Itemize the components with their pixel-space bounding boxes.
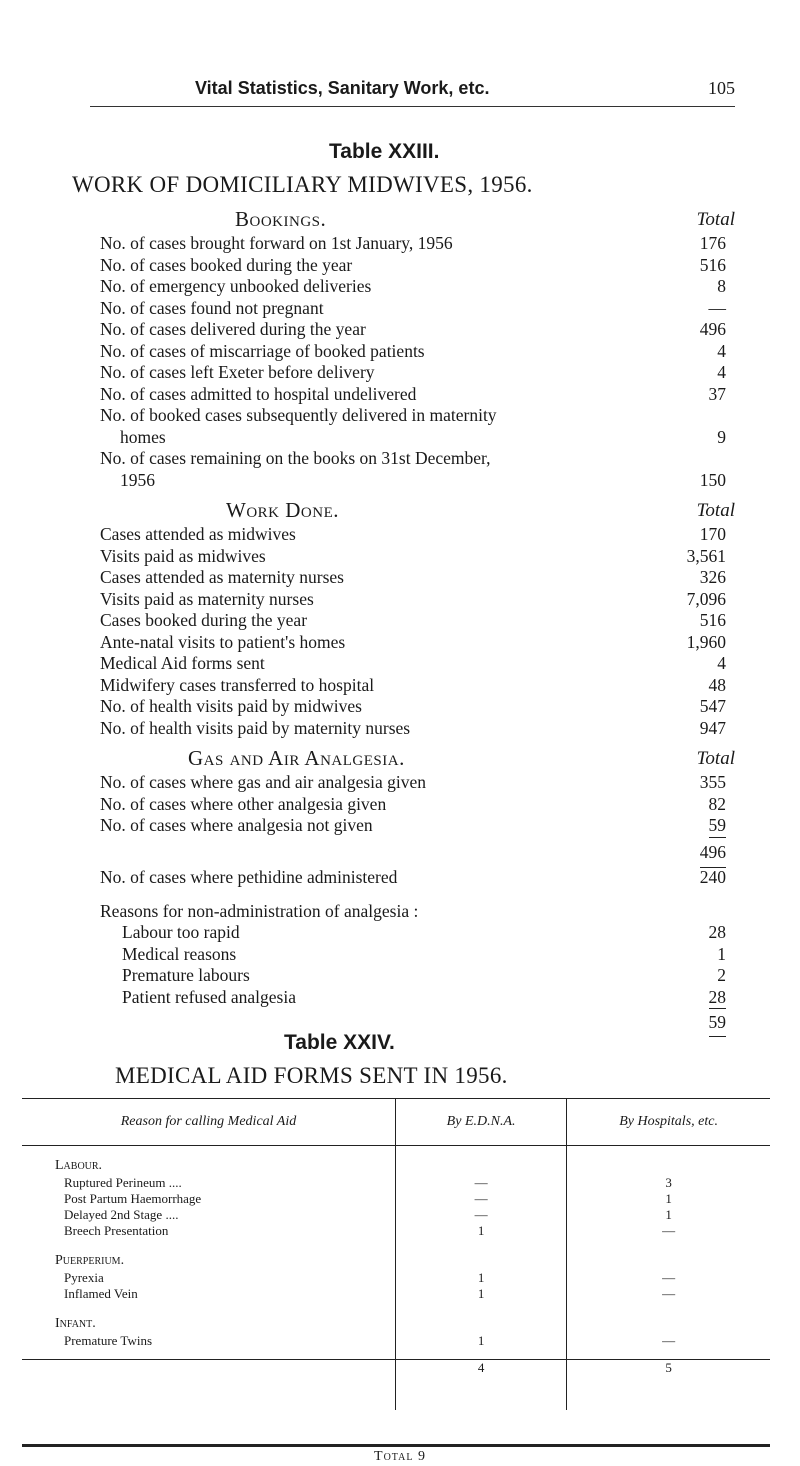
table-row (100, 653, 740, 675)
table-row (100, 384, 740, 406)
row-value: 176 (699, 233, 726, 253)
reason-item: Pyrexia (64, 1270, 104, 1285)
work-done-section (100, 498, 740, 739)
row-value: — (708, 297, 726, 318)
row-label: No. of cases of miscarriage of booked patients (100, 340, 425, 361)
spacer (396, 1316, 566, 1333)
spacer (22, 1239, 395, 1253)
page-number: 105 (708, 78, 735, 98)
group-heading: Infant. (55, 1316, 96, 1331)
bookings-rows (100, 233, 740, 491)
row-value: 59 (709, 815, 727, 838)
col-edna: By E.D.N.A. (396, 1099, 567, 1146)
row-value: 1,960 (686, 631, 726, 652)
row-label: No. of cases found not pregnant (100, 297, 324, 318)
row-label: Reasons for non-administration of analgesia : (100, 900, 419, 921)
row-value: 48 (708, 674, 726, 695)
row-label: No. of health visits paid by midwives (100, 696, 362, 716)
spacer (567, 1239, 770, 1253)
row-value: 516 (699, 610, 726, 630)
row-value: 150 (699, 469, 726, 490)
table-row (100, 470, 740, 492)
row-value: 240 (699, 866, 726, 887)
row-label: Cases attended as midwives (100, 524, 296, 544)
grand-total: Total 9 (374, 1449, 426, 1464)
row-label: No. of cases where gas and air analgesia given (100, 772, 427, 792)
row-label: No. of cases remaining on the books on 31st December, (100, 448, 491, 468)
spacer (396, 1302, 566, 1316)
edna-value: — (474, 1175, 488, 1190)
hospitals-value: — (662, 1286, 676, 1301)
hospitals-value: — (662, 1270, 676, 1285)
table-row (100, 298, 740, 320)
table-row (100, 427, 740, 449)
reasons-heading-row (100, 901, 740, 923)
table-row (100, 233, 740, 255)
row-label: No. of cases where other analgesia given (100, 793, 387, 814)
group-heading: Puerperium. (55, 1253, 125, 1268)
edna-value: — (474, 1207, 488, 1222)
row-value: 496 (700, 837, 726, 868)
work-done-rows (100, 524, 740, 739)
row-value: 170 (699, 524, 726, 544)
table-row (100, 794, 740, 816)
medical-aid-table (22, 1098, 770, 1410)
table-24-title: MEDICAL AID FORMS SENT IN 1956. (115, 1063, 508, 1088)
row-label: Medical Aid forms sent (100, 653, 265, 673)
hospitals-total: 5 (567, 1360, 770, 1411)
gas-air-section (100, 746, 740, 1036)
bookings-heading-row (100, 207, 740, 233)
running-title: Vital Statistics, Sanitary Work, etc. (195, 78, 490, 98)
col-hospitals: By Hospitals, etc. (567, 1099, 770, 1146)
edna-value: 1 (477, 1333, 485, 1348)
table-row (100, 319, 740, 341)
row-label: Cases booked during the year (100, 610, 308, 630)
spacer (396, 1146, 566, 1158)
spacer (567, 1253, 770, 1270)
hospitals-value: — (662, 1223, 676, 1238)
table-row (100, 405, 740, 427)
row-value: 4 (717, 340, 726, 361)
header-rule (90, 106, 735, 107)
table-23-title: WORK OF DOMICILIARY MIDWIVES, 1956. (72, 172, 533, 197)
row-label: Medical reasons (122, 943, 237, 964)
spacer (396, 1158, 566, 1175)
row-value: 28 (708, 922, 726, 942)
spacer (567, 1302, 770, 1316)
table-row (100, 362, 740, 384)
table-row (100, 675, 740, 697)
spacer (396, 1239, 566, 1253)
table-row (100, 589, 740, 611)
reason-item: Ruptured Perineum .... (64, 1175, 182, 1190)
spacer (22, 1302, 395, 1316)
table-row (100, 944, 740, 966)
edna-value: 1 (477, 1270, 485, 1285)
row-label: Midwifery cases transferred to hospital (100, 674, 375, 695)
row-value: 516 (699, 254, 726, 275)
spacer (567, 1146, 770, 1158)
row-label: No. of cases where pethidine administered (100, 866, 398, 887)
row-value: 2 (717, 965, 726, 985)
medical-aid-body (22, 1146, 770, 1411)
table-row (100, 546, 740, 568)
reasons-total-row (100, 1008, 740, 1036)
row-value: 326 (699, 567, 726, 587)
subtotal-row (100, 837, 740, 867)
row-value: 82 (708, 793, 726, 814)
hospitals-value: 3 (665, 1175, 672, 1190)
row-value: 4 (717, 653, 726, 673)
work-done-total-label: Total (696, 500, 735, 521)
bookings-section (100, 207, 740, 491)
reason-item: Breech Presentation (64, 1223, 169, 1238)
row-value: 496 (699, 319, 726, 339)
table-row (100, 448, 740, 470)
table-row (100, 987, 740, 1009)
table-row (100, 567, 740, 589)
row-label: No. of cases left Exeter before delivery (100, 362, 375, 382)
spacer (396, 1349, 566, 1359)
row-label: Cases attended as maternity nurses (100, 567, 344, 587)
group-heading: Labour. (55, 1158, 103, 1173)
bottom-rule (22, 1444, 770, 1447)
table-row (100, 341, 740, 363)
reason-item: Delayed 2nd Stage .... (64, 1207, 179, 1222)
table-header-row (22, 1099, 770, 1146)
spacer (22, 1349, 395, 1359)
row-label: Visits paid as midwives (100, 545, 266, 566)
row-value: 355 (699, 772, 726, 792)
row-value: 3,561 (686, 545, 726, 566)
row-label: homes (120, 426, 166, 447)
row-value: 9 (717, 426, 726, 447)
gas-air-heading-row (100, 746, 740, 772)
totals-blank (22, 1360, 396, 1411)
row-label: Patient refused analgesia (122, 986, 296, 1007)
table-row (100, 772, 740, 794)
work-done-heading: Work Done. (226, 498, 339, 522)
table-row (100, 718, 740, 740)
row-value: 947 (699, 717, 726, 738)
table-row (100, 632, 740, 654)
table-23-label: Table XXIII. (329, 140, 440, 163)
spacer (567, 1158, 770, 1175)
totals-row (22, 1360, 770, 1411)
row-value: 7,096 (686, 588, 726, 609)
groups-row (22, 1146, 770, 1360)
table-row (100, 815, 740, 837)
bookings-total-label: Total (696, 209, 735, 230)
spacer (22, 1146, 395, 1158)
edna-cell (396, 1146, 567, 1360)
row-value: 8 (717, 276, 726, 296)
row-label: No. of cases booked during the year (100, 254, 353, 275)
edna-value: — (474, 1191, 488, 1206)
row-label: No. of cases brought forward on 1st January, 1956 (100, 233, 453, 253)
row-label: No. of cases where analgesia not given (100, 815, 373, 835)
row-value: 4 (717, 362, 726, 382)
edna-value: 1 (477, 1286, 485, 1301)
table-row (100, 922, 740, 944)
row-value: 59 (709, 1008, 727, 1037)
table-row (100, 610, 740, 632)
row-label: Visits paid as maternity nurses (100, 588, 314, 609)
spacer (396, 1253, 566, 1270)
hospitals-cell (567, 1146, 770, 1360)
gas-air-total-label: Total (696, 748, 735, 769)
hospitals-value: 1 (665, 1191, 672, 1206)
reason-item: Post Partum Haemorrhage (64, 1191, 202, 1206)
table-24-label: Table XXIV. (284, 1031, 395, 1054)
row-label: 1956 (120, 469, 155, 490)
table-row (100, 276, 740, 298)
reason-cell (22, 1146, 396, 1360)
reason-item: Inflamed Vein (64, 1286, 138, 1301)
work-done-heading-row (100, 498, 740, 524)
table-row (100, 524, 740, 546)
table-row (100, 255, 740, 277)
edna-value: 1 (477, 1223, 485, 1238)
edna-total: 4 (396, 1360, 567, 1411)
row-value: 37 (708, 383, 726, 404)
row-label: No. of booked cases subsequently delivered in maternity (100, 405, 497, 425)
row-label: No. of cases delivered during the year (100, 319, 366, 339)
gas-air-rows (100, 772, 740, 1036)
reason-item: Premature Twins (64, 1333, 153, 1348)
row-label: No. of emergency unbooked deliveries (100, 276, 372, 296)
table-row (100, 696, 740, 718)
hospitals-value: 1 (665, 1207, 672, 1222)
col-reason: Reason for calling Medical Aid (22, 1099, 396, 1146)
spacer (567, 1349, 770, 1359)
bookings-heading: Bookings. (235, 207, 327, 231)
row-label: Ante-natal visits to patient's homes (100, 631, 346, 652)
hospitals-value: — (662, 1333, 676, 1348)
row-label: Premature labours (122, 965, 250, 985)
row-label: Labour too rapid (122, 922, 240, 942)
row-value: 28 (709, 987, 727, 1010)
row-label: No. of health visits paid by maternity nurses (100, 717, 411, 738)
row-value: 1 (717, 943, 726, 964)
gas-air-heading: Gas and Air Analgesia. (188, 746, 405, 770)
pethidine-row (100, 867, 740, 901)
spacer (567, 1316, 770, 1333)
row-value: 547 (699, 696, 726, 716)
row-label: No. of cases admitted to hospital undelivered (100, 383, 417, 404)
table-row (100, 965, 740, 987)
